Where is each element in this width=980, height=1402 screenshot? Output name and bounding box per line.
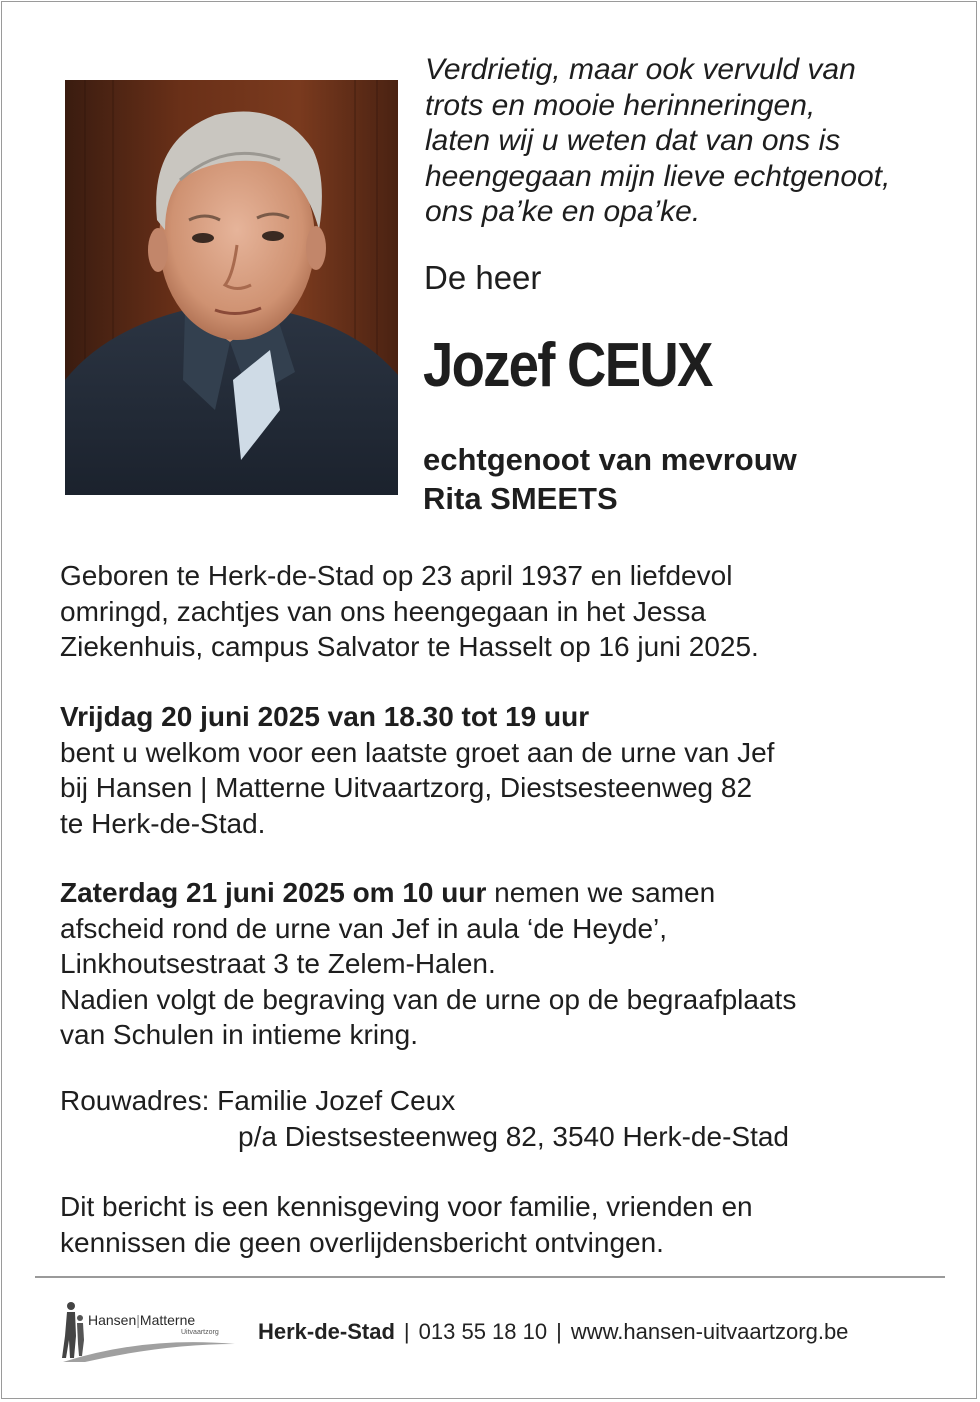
ceremony-first-line: [60, 875, 940, 911]
divider: [35, 1276, 945, 1278]
text-line: van Schulen in intieme kring.: [60, 1019, 418, 1050]
spouse-relation: echtgenoot van mevrouw: [423, 442, 797, 477]
poem: [425, 52, 965, 230]
funeral-home-logo: [55, 1296, 240, 1364]
text-line: omringd, zachtjes van ons heengegaan in het Jessa: [60, 595, 706, 627]
footer-website-link[interactable]: www.hansen-uitvaartzorg.be: [570, 1319, 849, 1344]
ceremony-date: Zaterdag 21 juni 2025 om 10 uur: [60, 877, 487, 908]
text-line: Nadien volgt de begraving van de urne op de begraafplaats: [60, 983, 797, 1015]
text-line: Dit bericht is een kennisgeving voor familie, vrienden en: [60, 1191, 753, 1222]
spouse-name: Rita SMEETS: [423, 481, 618, 516]
footer-contact: [258, 1319, 848, 1345]
ceremony-paragraph: [60, 875, 940, 1053]
farewell-heading: [60, 699, 940, 735]
logo-subtitle: Uitvaartzorg: [181, 1329, 219, 1336]
logo-name-b: Matterne: [139, 1312, 196, 1328]
portrait-photo: [65, 80, 398, 495]
mourning-address: [60, 1083, 940, 1154]
footer-phone[interactable]: 013 55 18 10: [418, 1319, 548, 1344]
address-line: p/a Diestsesteenweg 82, 3540 Herk-de-Stad: [238, 1120, 789, 1152]
poem-line: heengegaan mijn lieve echtgenoot,: [425, 159, 891, 193]
farewell-date: Vrijdag 20 juni 2025 van 18.30 tot 19 uur: [60, 701, 590, 732]
poem-line: ons pa’ke en opa’ke.: [425, 195, 701, 228]
logo-name-a: Hansen: [88, 1312, 137, 1328]
poem-line: laten wij u weten dat van ons is: [425, 124, 841, 157]
text-line: Linkhoutsestraat 3 te Zelem-Halen.: [60, 948, 496, 979]
poem-line: trots en mooie herinneringen,: [425, 88, 816, 122]
honorific: De heer: [424, 259, 542, 296]
deceased-name: Jozef CEUX: [423, 331, 712, 400]
text-line: Ziekenhuis, campus Salvator te Hasselt op 16 juni 2025.: [60, 631, 759, 662]
logo-divider: |: [136, 1312, 140, 1328]
text-line: bent u welkom voor een laatste groet aan de urne van Jef: [60, 736, 775, 768]
ceremony-first-line-rest: nemen we samen: [486, 877, 716, 908]
birth-paragraph: [60, 558, 940, 665]
footer-city: Herk-de-Stad: [258, 1319, 395, 1344]
footer-separator: |: [556, 1319, 562, 1344]
farewell-visit-paragraph: [60, 699, 940, 841]
notice-paragraph: [60, 1189, 940, 1260]
spouse-info: [423, 440, 797, 518]
footer-separator: |: [403, 1319, 410, 1344]
text-line: bij Hansen | Matterne Uitvaartzorg, Diestsesteenweg 82: [60, 772, 753, 803]
text-line: Geboren te Herk-de-Stad op 23 april 1937 en liefdevol: [60, 560, 733, 591]
poem-line: Verdrietig, maar ook vervuld van: [425, 53, 856, 86]
logo-wordmark: [88, 1312, 195, 1328]
text-line: kennissen die geen overlijdensbericht ontvingen.: [60, 1226, 664, 1258]
text-line: te Herk-de-Stad.: [60, 807, 266, 839]
text-line: afscheid rond de urne van Jef in aula ‘de Heyde’,: [60, 912, 668, 944]
address-line: Rouwadres: Familie Jozef Ceux: [60, 1085, 456, 1116]
